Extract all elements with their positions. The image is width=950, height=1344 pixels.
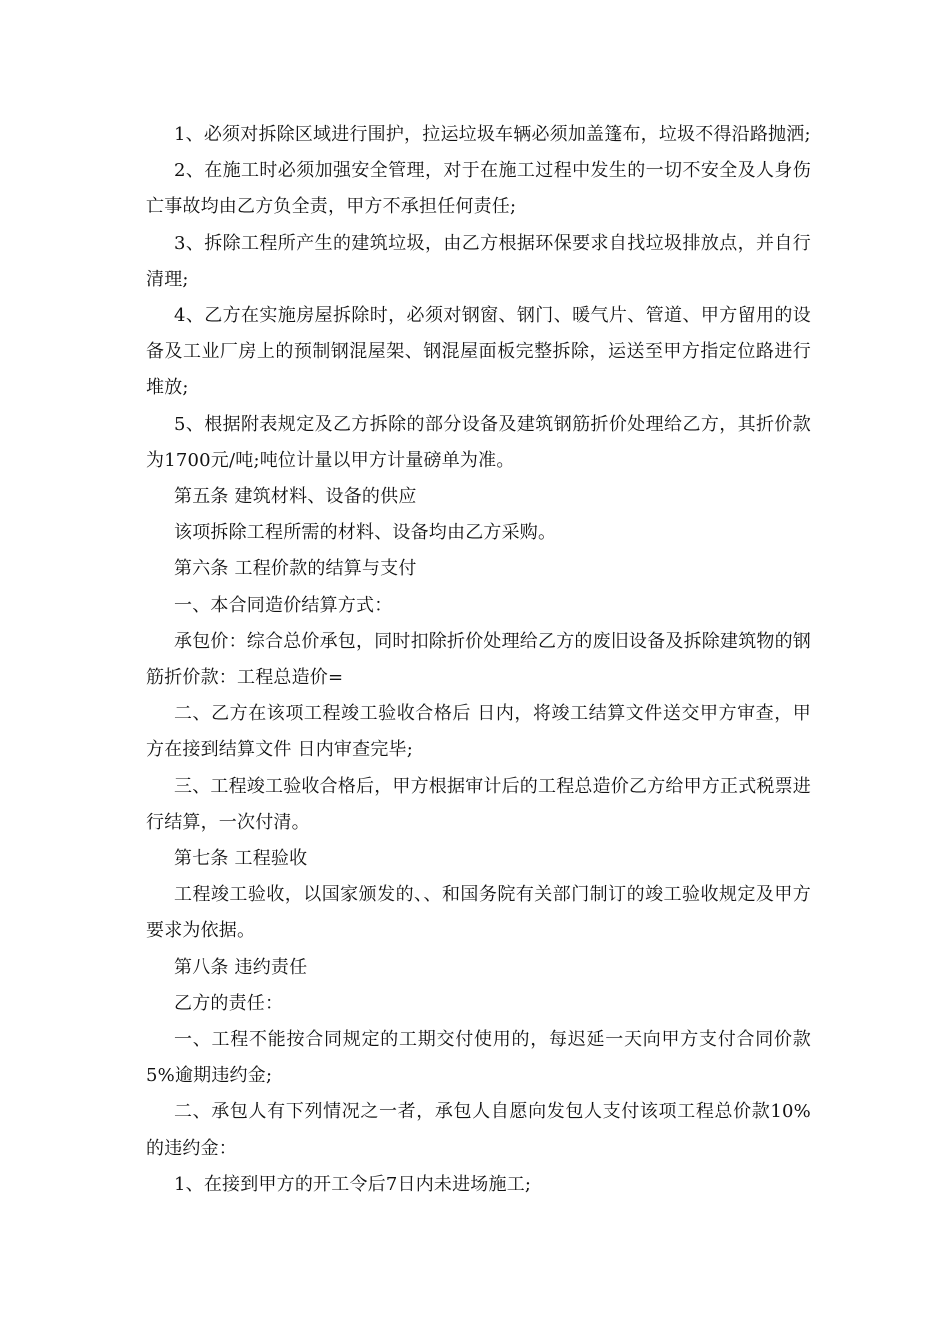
paragraph-breach-case-1: 1、在接到甲方的开工令后7日内未进场施工; xyxy=(174,1173,532,1195)
paragraph-clause-5: 5、根据附表规定及乙方拆除的部分设备及建筑钢筋折价处理给乙方，其折价款为1700元/吨;吨位计量以甲方计量磅单为准。 xyxy=(146,413,811,471)
paragraph-acceptance: 工程竣工验收，以国家颁发的、、和国务院有关部门制订的竣工验收规定及甲方要求为依据。 xyxy=(146,884,811,942)
document-body xyxy=(146,117,811,1203)
paragraph-clause-4: 4、乙方在实施房屋拆除时，必须对钢窗、钢门、暖气片、管道、甲方留用的设备及工业厂房上的预制钢混屋架、钢混屋面板完整拆除，运送至甲方指定位路进行堆放; xyxy=(146,305,811,399)
section-heading-article-8: 第八条 违约责任 xyxy=(174,956,308,978)
section-heading-article-5: 第五条 建筑材料、设备的供应 xyxy=(174,486,417,508)
paragraph-party-b-responsibility: 乙方的责任： xyxy=(174,992,284,1014)
paragraph-clause-1: 1、必须对拆除区域进行围护，拉运垃圾车辆必须加盖篷布，垃圾不得沿路抛洒; xyxy=(174,124,811,145)
paragraph-delay-penalty: 一、工程不能按合同规定的工期交付使用的，每迟延一天向甲方支付合同价款5%逾期违约金; xyxy=(146,1029,811,1087)
paragraph-settlement-method: 一、本合同造价结算方式： xyxy=(174,594,393,616)
section-heading-article-7: 第七条 工程验收 xyxy=(174,848,308,870)
paragraph-payment: 三、工程竣工验收合格后，甲方根据审计后的工程总造价乙方给甲方正式税票进行结算，一次付清。 xyxy=(146,775,811,833)
paragraph-clause-2: 2、在施工时必须加强安全管理，对于在施工过程中发生的一切不安全及人身伤亡事故均由乙方负全责，甲方不承担任何责任; xyxy=(146,160,811,218)
paragraph-materials: 该项拆除工程所需的材料、设备均由乙方采购。 xyxy=(174,522,557,544)
paragraph-clause-3: 3、拆除工程所产生的建筑垃圾，由乙方根据环保要求自找垃圾排放点，并自行清理; xyxy=(146,232,811,290)
paragraph-breach-penalty: 二、承包人有下列情况之一者，承包人自愿向发包人支付该项工程总价款10%的违约金： xyxy=(146,1101,811,1159)
paragraph-settlement-review: 二、乙方在该项工程竣工验收合格后 日内，将竣工结算文件送交甲方审查，甲方在接到结算文件 日内审查完毕; xyxy=(146,703,811,761)
section-heading-article-6: 第六条 工程价款的结算与支付 xyxy=(174,558,417,580)
paragraph-contract-price: 承包价：综合总价承包，同时扣除折价处理给乙方的废旧设备及拆除建筑物的钢筋折价款：工程总造价= xyxy=(146,630,811,689)
